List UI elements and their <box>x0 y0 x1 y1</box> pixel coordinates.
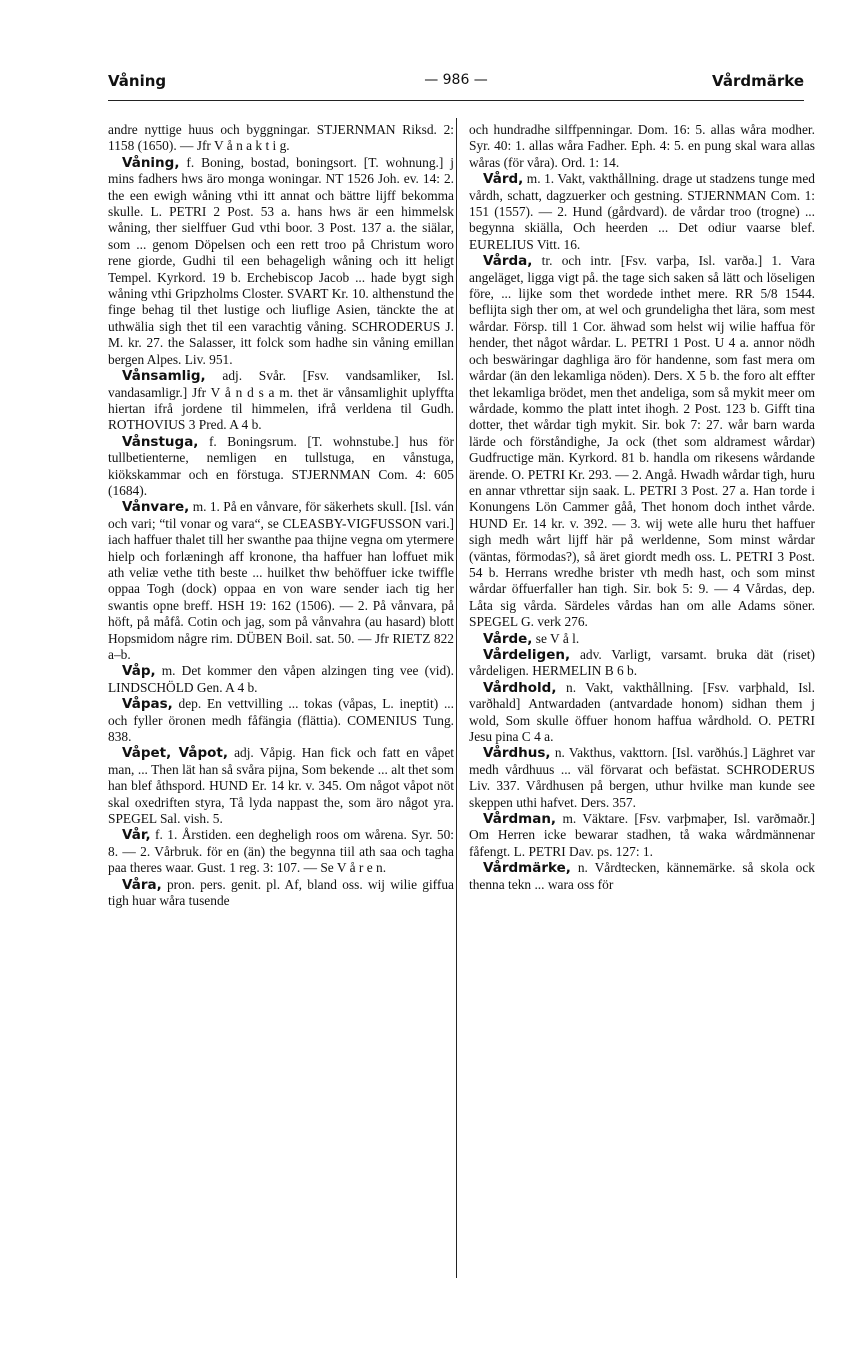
running-head-left: Våning <box>108 72 167 90</box>
dictionary-entry <box>469 860 815 893</box>
page-number: — 986 — <box>424 72 488 88</box>
entry-headword: Vårda, <box>483 253 533 270</box>
entry-text: f. Boning, bostad, boningsort. [T. wohnung.] j mins fadhers hws äro monga woningar. NT 1526 Joh. ev. 14: 2. the een ewigh wåning vthi itt annat och bättre lijff bekomma skulle. L. PETRI 2 Post. 53 a. hans hws är een himmelsk wåning, ther sielffuer Gud vthi boor. 3 Post. 137 a. the siälar, som ... genom Döpelsen och een rett troo på Christum woro rene giorde, Gudhi til een behageligh wåning och itt heligt Tempel. Kyrkord. 19 b. Erchebiscop Jacob ... hade bygt sigh wåning vthi Gripzholms Closter. SVART Kr. 10. althenstund the finge behag til thet lustige och liuflige Asien, tänckte the at uthwälia sigh thet til een varachtig våning. SCHRODERUS J. M. kr. 27. the Salasser, itt folck som hadhe sin våning emillan bergen Alpes. Liv. 951. <box>108 154 454 367</box>
entry-headword: Våp, <box>122 663 156 680</box>
page-header <box>108 72 804 96</box>
entry-text: m. 1. På en vånvare, för säkerhets skull. [Isl. ván och vari; “til vonar og vara“, se CLEASBY-VIGFUSSON vari.] iach haffuer thalet till her swanthe paa thijne vegna om ytermere hielp och forlæningh aff kronone, tha haffuer han loffuet mik ath veliæ vethe tith beste ... huilket thw behöffuer icke twiffle oppaa Togh (dock) oppaa en von ware sender iach tig her swantis opne breff. HSH 19: 162 (1506). — 2. På vånvara, på höft, på måfå. Cotin och jag, som på vånvahra (au hasard) blott Hopsmidom någre rim. DÜBEN Boil. sat. 50. — Jfr RIETZ 822 a–b. <box>108 499 455 662</box>
entry-headword: Vårdhold, <box>483 679 557 696</box>
entry-text: n. Vårdtecken, kännemärke. så skola ock thenna tekn ... wara oss för <box>469 860 815 892</box>
dictionary-entry <box>108 368 454 434</box>
dictionary-entry <box>469 647 815 680</box>
dictionary-entry <box>108 827 454 876</box>
entry-headword: Våra, <box>122 876 162 893</box>
entry-headword: Vånstuga, <box>122 433 199 450</box>
dictionary-entry <box>108 499 454 663</box>
entry-text: n. Vakt, vakthållning. [Fsv. varþhald, Isl. varðhald] Antwardaden (antvardade honom) sidhan them j wold, Som skulle öffuer honom haffua wårdhold. O. PETRI Jesu pina C 4 a. <box>469 679 815 745</box>
dictionary-entry <box>469 631 815 647</box>
entry-headword: Vård, <box>483 171 524 188</box>
dictionary-entry <box>108 877 454 910</box>
right-column <box>469 122 815 893</box>
dictionary-entry <box>108 663 454 696</box>
entry-headword: Vårdeligen, <box>483 647 571 663</box>
running-head-right: Vårdmärke <box>712 72 804 90</box>
entry-headword: Våning, <box>122 154 180 171</box>
entry-headword: Vårdmärke, <box>483 860 571 877</box>
left-column <box>108 122 454 910</box>
entry-text: m. Det kommer den våpen alzingen ting vee (vid). LINDSCHÖLD Gen. A 4 b. <box>108 663 454 695</box>
entry-text: se V å l. <box>535 630 580 646</box>
entry-headword: Vårdhus, <box>483 745 551 762</box>
dictionary-entry <box>469 253 815 630</box>
dictionary-entry <box>108 696 454 745</box>
entry-text: dep. En vettvilling ... tokas (våpas, L. ineptit) ... och fyller öronen medh fåfängia (flättia). COMENIUS Tung. 838. <box>108 696 455 745</box>
entry-headword: Vånvare, <box>122 499 190 516</box>
entry-headword: Våpet, Våpot, <box>122 745 228 762</box>
entry-headword: Vår, <box>122 827 151 844</box>
entry-text: f. Boningsrum. [T. wohnstube.] hus för tullbetienterne, nemligen en tullstuga, en vånstuga, kiökskammar och en förstuga. STJERNMAN Com. 4: 605 (1684). <box>108 433 454 498</box>
entry-text: och hundradhe silffpenningar. Dom. 16: 5. allas wåra modher. Syr. 40: 1. allas wåra Fadher. Eph. 4: 5. en pung skal wara allas wåras (för våra). Ord. 1: 14. <box>469 122 815 170</box>
entry-text: pron. pers. genit. pl. Af, bland oss. wij wilie giffua tigh huar wåra tusende <box>108 876 454 909</box>
entry-text: adj. Våpig. Han fick och fatt en våpet man, ... Then lät han så svåra pijna, Som bekende ... alt thet som han blef åthspord. HUND Er. 14 kr. v. 345. Om något våpot nöt skal oxedriften styra, Tå lyda nappast the, som äro något yra. SPEGEL Sal. vish. 5. <box>108 745 454 827</box>
entry-headword: Vårde, <box>483 630 533 647</box>
column-divider <box>456 118 457 1278</box>
dictionary-entry <box>469 171 815 253</box>
entry-text: m. Väktare. [Fsv. varþmaþer, Isl. varðmaðr.] Om Herren icke bewarar stadhen, tå waka wårdmännenar fåfengt. L. PETRI Dav. ps. 127: 1. <box>469 811 815 859</box>
dictionary-entry <box>469 811 815 860</box>
entry-headword: Vårdman, <box>483 811 557 828</box>
dictionary-entry <box>108 122 454 155</box>
entry-text: f. 1. Årstiden. een deghеligh roos om wårena. Syr. 50: 8. — 2. Vårbruk. för en (än) the begynna tiil ath saa och tagha paa theres waar. Gust. 1 reg. 3: 107. — Se V å r e n. <box>108 827 454 876</box>
entry-text: adv. Varligt, varsamt. bruka dät (riset) vårdeligen. HERMELIN B 6 b. <box>469 647 815 679</box>
dictionary-entry <box>469 122 815 171</box>
entry-headword: Våpas, <box>122 696 173 713</box>
entry-text: tr. och intr. [Fsv. varþa, Isl. varða.] 1. Vara angeläget, ligga vigt på. the tage sich saken så lätt och löseligen före, ... lijke som thet wordede inthet mere. RR 5/8 1544. beflijta sigh ther om, at wel och grundeligha thet lära, som mest wårdar. Försp. till 1 Cor. ähwad som helst wij wilie haffua för hender, thet något wårdar. L. PETRI 1 Post. U 4 a. annor nödh och beswäringar daghliga äro för handenne, som fast mera om wårdar (än den lekamliga nöden). Ders. X 5 b. the foro alt effter thet lekamliga brödet, men thet andeliga, som så mykit meer om wårdade, kommo the platt intet ihogh. 2 Post. 123 b. Gifft tina dotter, thet wårdar tigh mykit. Sir. bok 7: 27. wår barn warda lärde och förståndighe, Ja ock (thet som aldramest wårdar) Gudfructige män. Kyrkord. 81 b. handla om rikesens wårdande ärende. O. PETRI Kr. 293. — 2. Angå. Hwadh wårdar tigh, huru en annar vthrettar sijn saak. L. PETRI 3 Post. 27 a. Han torde i Konungens Lön Cammer gåå, Thet honom doch inthet vårde. HUND Er. 14 kr. v. 392. — 3. wij wete alle huru thet haffuer sigh medh wårt lijff här på werldenne, Som minst wårdar (väntas, förmodas?), så äret giordt medh oss. L. PETRI 3 Post. 54 b. Herrans wredhe brister vth medh hast, och som minst wårdar öffuerfaller han tigh. Sir. bok 5: 9. — 4 Vårdas, dep. Låta sig vårda. Särdeles vårdas han om alle Adams söner. SPEGEL G. verk 276. <box>469 253 815 630</box>
header-rule <box>108 100 804 101</box>
entry-text: adj. Svår. [Fsv. vandsamliker, Isl. vandasamligr.] Jfr V å n d s a m. thet är vånsamlighit uplyffta hiertan ifrå jordene til himmelen, ifrå verldena til Gudh. ROTHOVIUS 3 Pred. A 4 b. <box>108 368 454 433</box>
entry-text: m. 1. Vakt, vakthållning. drage ut stadzens tunge med vårdh, schatt, dagzuerker och gestning. STJERNMAN Com. 1: 151 (1557). — 2. Hund (gårdvard). de vårdar troo (trogne) ... begynna skiälla, Och heerden ... Det odiur vaarse blef. EURELIUS Vitt. 16. <box>469 171 815 252</box>
dictionary-entry <box>108 434 454 500</box>
dictionary-entry <box>108 745 454 827</box>
entry-headword: Vånsamlig, <box>122 368 206 385</box>
dictionary-entry <box>469 680 815 746</box>
dictionary-entry <box>469 745 815 811</box>
dictionary-entry <box>108 155 454 368</box>
entry-text: n. Vakthus, vakttorn. [Isl. varðhús.] Läghret var medh vårdhuus ... väl förvarat och befästat. SCHRODERUS Liv. 337. Vårdhusen på bergen, uthur hvilke man kunde see skeppen uthi hafvet. Ders. 357. <box>469 745 815 810</box>
entry-text: andre nyttige huus och byggningar. STJERNMAN Riksd. 2: 1158 (1650). — Jfr V å n a k t i g. <box>108 122 454 154</box>
